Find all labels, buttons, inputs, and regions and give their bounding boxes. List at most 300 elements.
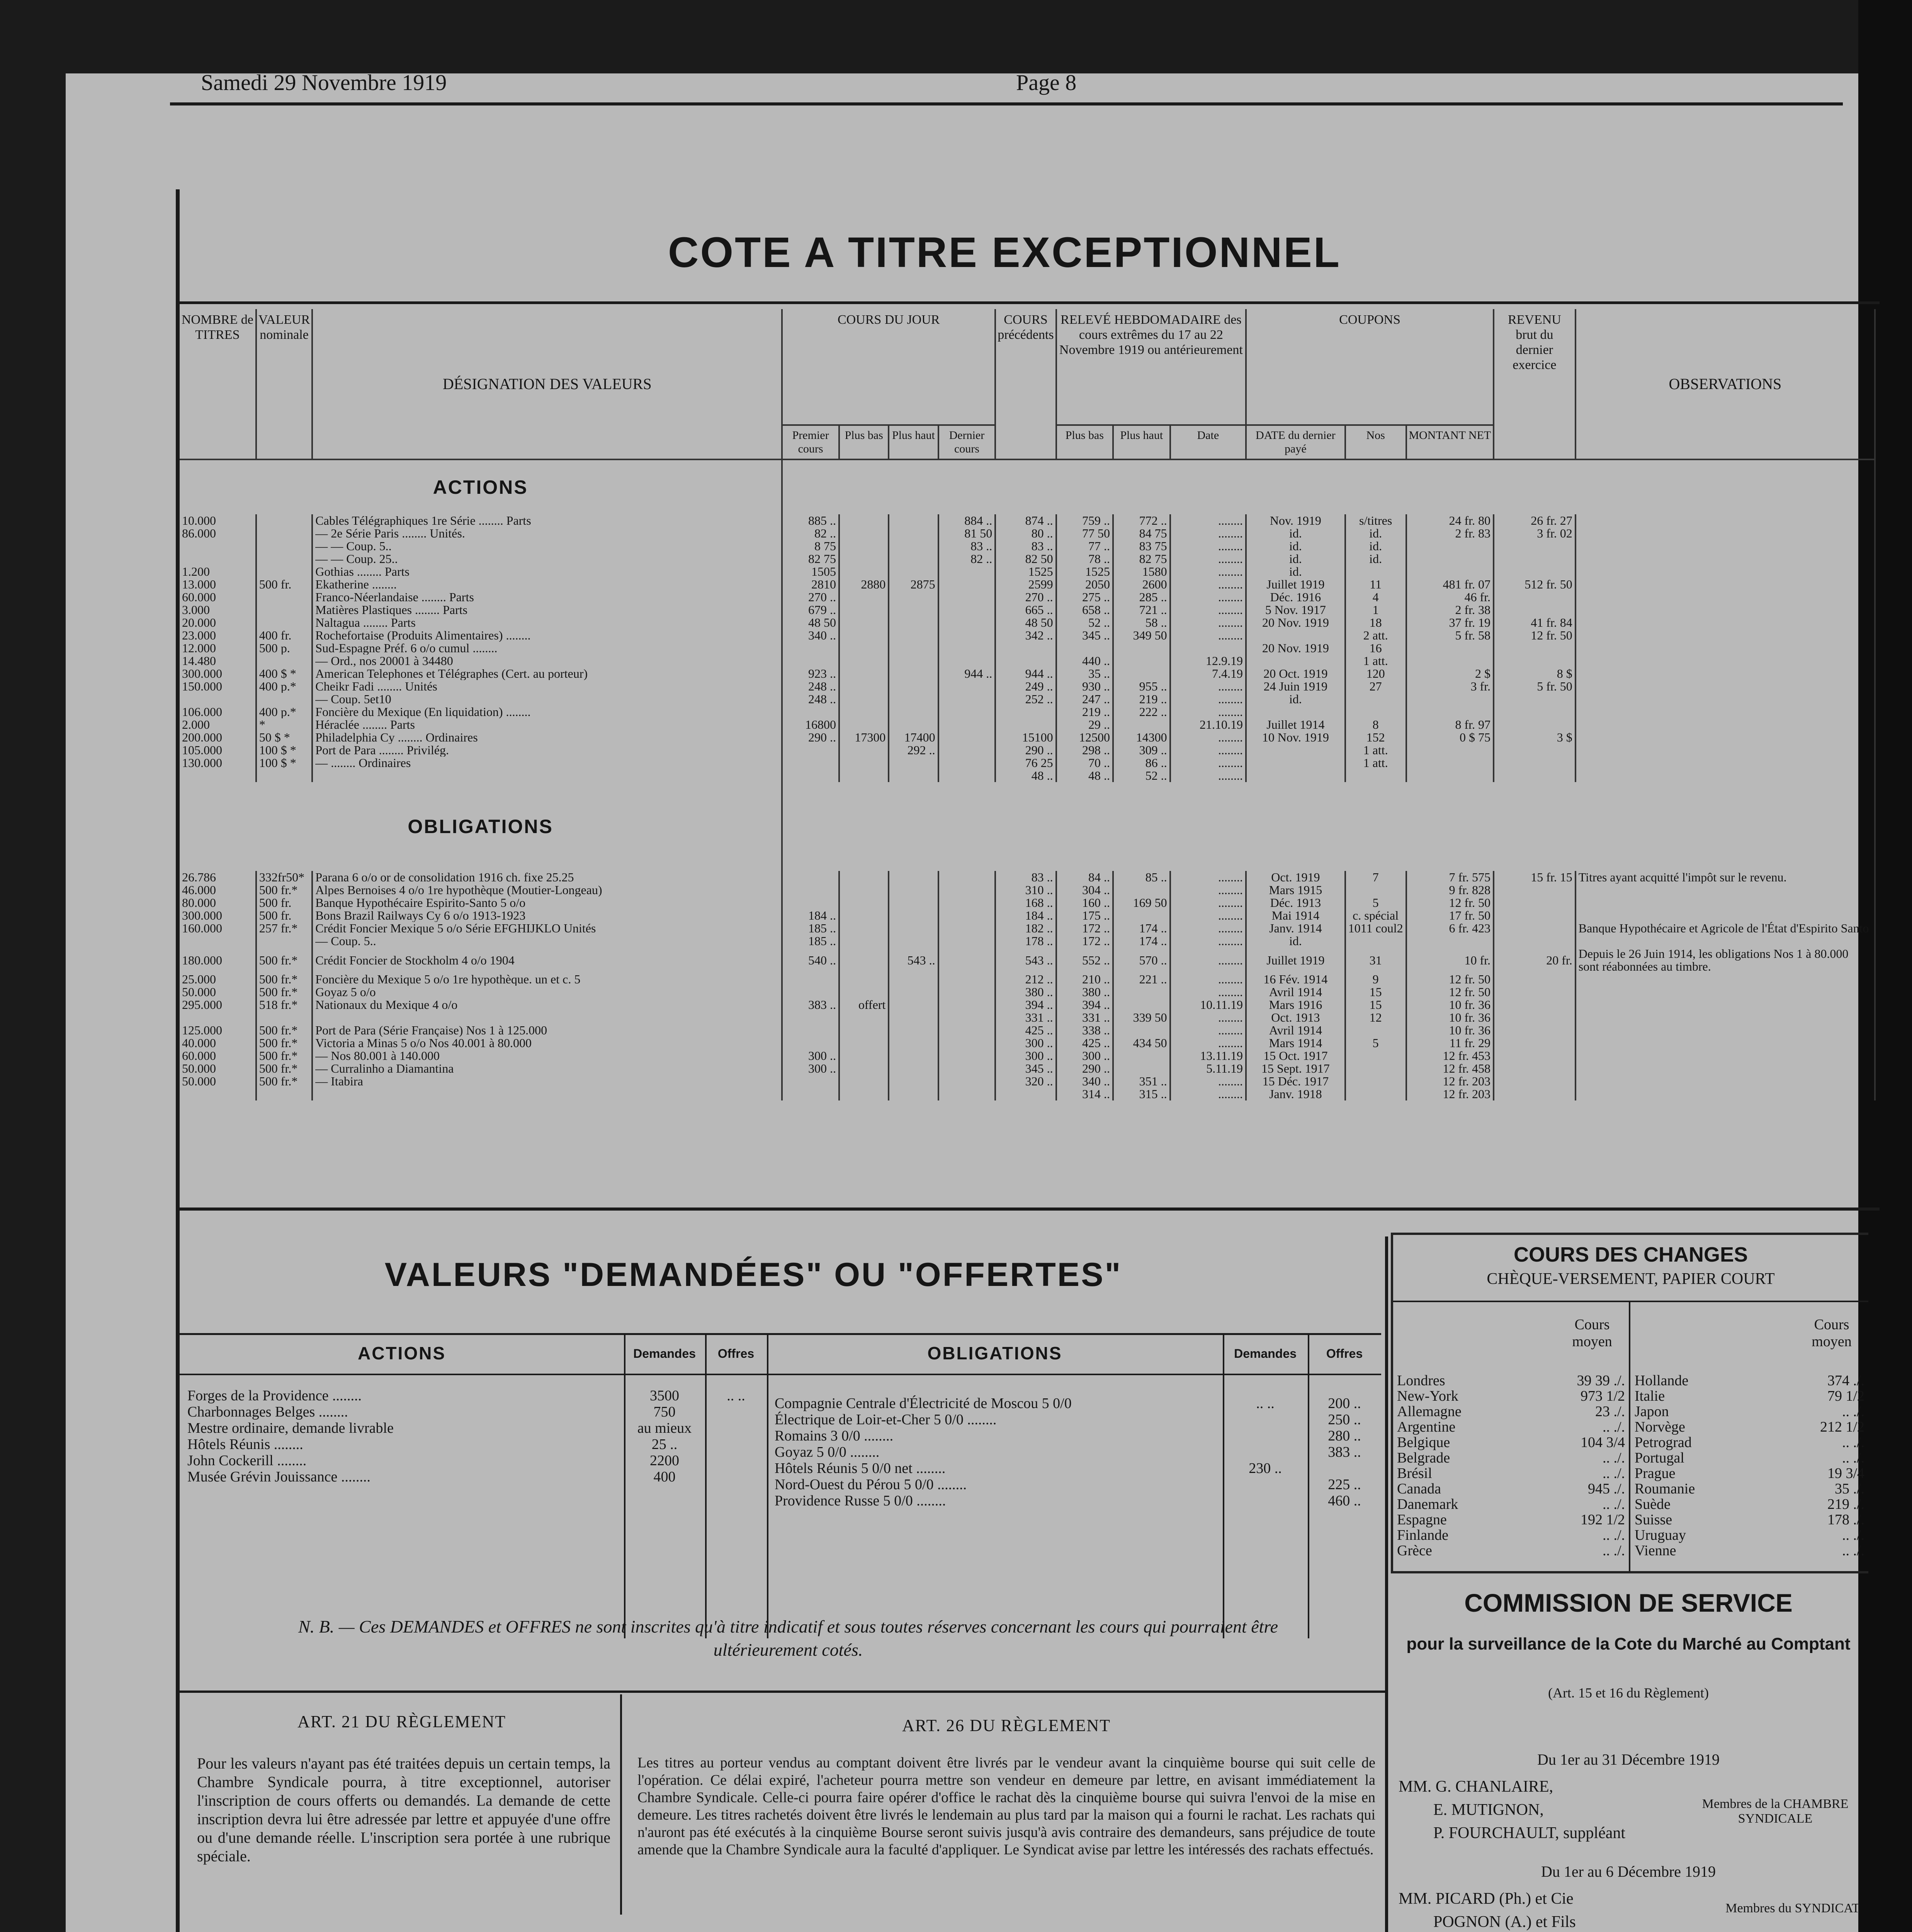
cell-releve-haut: 52 ..	[1113, 769, 1170, 782]
cell-premier	[782, 871, 839, 884]
cell-observation	[1575, 769, 1875, 782]
cell-premier: 383 ..	[782, 998, 839, 1011]
cell-revenu	[1494, 973, 1575, 986]
cell-plus-haut	[889, 1062, 938, 1075]
cell-numero: 27	[1345, 680, 1406, 693]
change-rate: .. ./.	[1842, 1403, 1864, 1420]
actions-label: ACTIONS	[180, 459, 782, 514]
change-row	[1635, 1403, 1864, 1418]
cell-releve-date: ........	[1170, 871, 1246, 884]
cell-releve-date: ........	[1170, 1088, 1246, 1100]
demandees-table	[180, 1333, 1381, 1638]
cell-plus-haut	[889, 514, 938, 527]
cell-premier: 300 ..	[782, 1049, 839, 1062]
cell-nombre: 25.000	[180, 973, 256, 986]
demande-row	[767, 1492, 1381, 1509]
change-country: Allemagne	[1397, 1403, 1462, 1420]
cell-releve-bas: 77 50	[1056, 527, 1113, 540]
cell-precedent: 2599	[995, 578, 1056, 591]
cell-valeur: 500 fr.*	[256, 973, 313, 986]
cell-designation: Cables Télégraphiques 1re Série ........ Parts	[312, 514, 782, 527]
cell-releve-bas: 759 ..	[1056, 514, 1113, 527]
change-country: Espagne	[1397, 1512, 1447, 1528]
change-country: Petrograd	[1635, 1434, 1692, 1451]
cell-releve-bas: 247 ..	[1056, 693, 1113, 706]
cell-releve-date: ........	[1170, 616, 1246, 629]
cell-dernier	[938, 693, 996, 706]
cell-releve-bas: 930 ..	[1056, 680, 1113, 693]
cell-revenu	[1494, 1011, 1575, 1024]
cell-date-paye: 16 Fév. 1914	[1246, 973, 1345, 986]
cell-montant: 12 fr. 203	[1406, 1088, 1494, 1100]
cell-revenu	[1494, 1024, 1575, 1037]
cell-releve-date: ........	[1170, 1037, 1246, 1049]
cell-plus-haut	[889, 896, 938, 909]
obligation-row	[180, 896, 1875, 909]
cell-valeur: 500 fr.*	[256, 1062, 313, 1075]
change-row	[1397, 1480, 1625, 1496]
cell-plus-bas	[839, 527, 889, 540]
cell-designation: American Telephones et Télégraphes (Cert. au porteur)	[312, 667, 782, 680]
cell-numero: 5	[1345, 896, 1406, 909]
demande-row	[180, 1452, 767, 1468]
cell-observation	[1575, 986, 1875, 998]
cell-dernier	[938, 1062, 996, 1075]
changes-box	[1391, 1233, 1868, 1573]
cell-revenu: 15 fr. 15	[1494, 871, 1575, 884]
cell-revenu	[1494, 604, 1575, 616]
cell-designation: Foncière du Mexique (En liquidation) ........	[312, 706, 782, 718]
cell-dernier	[938, 655, 996, 667]
commission-box	[1391, 1569, 1866, 1932]
obligation-row	[180, 909, 1875, 922]
cell-revenu: 3 fr. 02	[1494, 527, 1575, 540]
cell-plus-haut	[889, 884, 938, 896]
cell-dernier: 81 50	[938, 527, 996, 540]
cell-numero: 15	[1345, 986, 1406, 998]
demande-off: .. ..	[727, 1388, 745, 1404]
cell-plus-haut: 2875	[889, 578, 938, 591]
cell-premier	[782, 896, 839, 909]
cell-premier: 248 ..	[782, 693, 839, 706]
action-row	[180, 744, 1875, 757]
action-row	[180, 680, 1875, 693]
cell-premier	[782, 642, 839, 655]
obligation-row	[180, 973, 1875, 986]
cell-plus-bas	[839, 642, 889, 655]
cell-plus-bas	[839, 1049, 889, 1062]
cell-revenu	[1494, 757, 1575, 769]
cell-releve-haut	[1113, 909, 1170, 922]
cell-releve-bas: 314 ..	[1056, 1088, 1113, 1100]
cell-dernier	[938, 642, 996, 655]
action-row	[180, 642, 1875, 655]
demande-off: 460 ..	[1328, 1493, 1361, 1509]
commission-m3: P. FOURCHAULT, suppléant	[1433, 1824, 1626, 1842]
cell-plus-bas: 2880	[839, 578, 889, 591]
cote-title: COTE A TITRE EXCEPTIONNEL	[668, 229, 1341, 276]
cell-plus-haut	[889, 769, 938, 782]
cell-valeur	[256, 655, 313, 667]
cell-nombre: 20.000	[180, 616, 256, 629]
col-precedents: COURS précédents	[995, 309, 1056, 459]
col-nombre: NOMBRE de TITRES	[180, 309, 256, 459]
cell-numero: 18	[1345, 616, 1406, 629]
cell-valeur	[256, 540, 313, 553]
cell-precedent: 320 ..	[995, 1075, 1056, 1088]
cell-plus-haut	[889, 1049, 938, 1062]
changes-title: COURS DES CHANGES	[1513, 1243, 1748, 1266]
demande-dem: au mieux	[637, 1420, 692, 1436]
cell-releve-haut: 351 ..	[1113, 1075, 1170, 1088]
cell-date-paye: id.	[1246, 527, 1345, 540]
art26-title: ART. 26 DU RÈGLEMENT	[902, 1716, 1111, 1735]
cell-plus-haut	[889, 553, 938, 565]
cell-montant: 8 fr. 97	[1406, 718, 1494, 731]
cell-precedent: 184 ..	[995, 909, 1056, 922]
cell-date-paye: 20 Nov. 1919	[1246, 642, 1345, 655]
cell-plus-haut	[889, 604, 938, 616]
art21-title: ART. 21 DU RÈGLEMENT	[297, 1712, 506, 1731]
cell-dernier	[938, 680, 996, 693]
change-row	[1635, 1434, 1864, 1449]
cell-montant	[1406, 693, 1494, 706]
cell-valeur	[256, 553, 313, 565]
cell-plus-bas	[839, 884, 889, 896]
change-row	[1397, 1372, 1625, 1388]
cell-releve-haut: 721 ..	[1113, 604, 1170, 616]
col-rel-haut: Plus haut	[1113, 425, 1170, 459]
cell-releve-date: 7.4.19	[1170, 667, 1246, 680]
cell-releve-bas: 160 ..	[1056, 896, 1113, 909]
obligation-row	[180, 922, 1875, 935]
cell-plus-bas	[839, 1062, 889, 1075]
cell-plus-bas	[839, 935, 889, 947]
cell-nombre: 80.000	[180, 896, 256, 909]
cell-plus-haut: 292 ..	[889, 744, 938, 757]
cell-designation: Héraclée ........ Parts	[312, 718, 782, 731]
cell-releve-date: 21.10.19	[1170, 718, 1246, 731]
cell-valeur: 257 fr.*	[256, 922, 313, 935]
cell-nombre: 86.000	[180, 527, 256, 540]
obligation-row	[180, 871, 1875, 884]
cell-dernier	[938, 757, 996, 769]
cell-observation	[1575, 1011, 1875, 1024]
cell-date-paye: Mars 1915	[1246, 884, 1345, 896]
cell-date-paye: Janv. 1918	[1246, 1088, 1345, 1100]
cell-designation: — — Coup. 5..	[312, 540, 782, 553]
change-country: Norvège	[1635, 1419, 1685, 1435]
cell-nombre: 125.000	[180, 1024, 256, 1037]
cell-designation: Crédit Foncier de Stockholm 4 o/o 1904	[312, 947, 782, 973]
cell-nombre: 300.000	[180, 667, 256, 680]
cell-date-paye: Avril 1914	[1246, 986, 1345, 998]
cell-numero: 9	[1345, 973, 1406, 986]
commission-period1: Du 1er au 31 Décembre 1919	[1537, 1751, 1720, 1768]
cell-releve-date: 13.11.19	[1170, 1049, 1246, 1062]
cell-releve-date: ........	[1170, 909, 1246, 922]
cell-numero: id.	[1345, 540, 1406, 553]
cell-date-paye: Juillet 1919	[1246, 578, 1345, 591]
cell-plus-haut: 543 ..	[889, 947, 938, 973]
cell-numero	[1345, 884, 1406, 896]
cell-valeur: 500 p.	[256, 642, 313, 655]
cell-dernier: 884 ..	[938, 514, 996, 527]
cell-precedent: 182 ..	[995, 922, 1056, 935]
change-rate: .. ./.	[1602, 1465, 1625, 1481]
cell-releve-haut: 174 ..	[1113, 922, 1170, 935]
cell-designation: Alpes Bernoises 4 o/o 1re hypothèque (Moutier-Longeau)	[312, 884, 782, 896]
cell-valeur: 500 fr.	[256, 578, 313, 591]
change-country: Danemark	[1397, 1496, 1458, 1512]
demande-name: Nord-Ouest du Pérou 5 0/0 ........	[775, 1476, 967, 1493]
cell-plus-haut	[889, 757, 938, 769]
cell-precedent: 310 ..	[995, 884, 1056, 896]
cell-nombre: 2.000	[180, 718, 256, 731]
change-country: Japon	[1635, 1403, 1669, 1420]
cell-date-paye: 5 Nov. 1917	[1246, 604, 1345, 616]
demande-name: Forges de la Providence ........	[187, 1388, 362, 1404]
cell-releve-haut: 169 50	[1113, 896, 1170, 909]
cell-designation: Matières Plastiques ........ Parts	[312, 604, 782, 616]
cell-numero: 1 att.	[1345, 655, 1406, 667]
cell-valeur	[256, 1011, 313, 1024]
cell-precedent	[995, 655, 1056, 667]
cell-premier: 8 75	[782, 540, 839, 553]
cell-releve-date	[1170, 642, 1246, 655]
cell-dernier	[938, 604, 996, 616]
cell-date-paye: id.	[1246, 935, 1345, 947]
cell-revenu	[1494, 540, 1575, 553]
demande-off: 200 ..	[1328, 1395, 1361, 1412]
action-row	[180, 757, 1875, 769]
cell-valeur: 100 $ *	[256, 744, 313, 757]
cell-valeur	[256, 604, 313, 616]
change-country: Portugal	[1635, 1450, 1684, 1466]
change-row	[1397, 1465, 1625, 1480]
cell-releve-bas: 275 ..	[1056, 591, 1113, 604]
cell-releve-haut: 772 ..	[1113, 514, 1170, 527]
obligation-row	[180, 947, 1875, 973]
cell-date-paye: id.	[1246, 693, 1345, 706]
cell-montant	[1406, 706, 1494, 718]
commission-m5: POGNON (A.) et Fils	[1433, 1913, 1576, 1931]
cell-plus-haut: 17400	[889, 731, 938, 744]
demande-dem: 3500	[650, 1388, 679, 1404]
cell-plus-bas	[839, 706, 889, 718]
art-divider	[620, 1694, 622, 1915]
change-country: Suède	[1635, 1496, 1671, 1512]
cell-revenu: 12 fr. 50	[1494, 629, 1575, 642]
cell-dernier	[938, 578, 996, 591]
action-row	[180, 667, 1875, 680]
cell-revenu	[1494, 1062, 1575, 1075]
cell-premier: 248 ..	[782, 680, 839, 693]
cell-date-paye: 15 Sept. 1917	[1246, 1062, 1345, 1075]
cell-nombre: 3.000	[180, 604, 256, 616]
obligation-row	[180, 1075, 1875, 1088]
demande-name: Romains 3 0/0 ........	[775, 1428, 894, 1444]
cell-numero	[1345, 1062, 1406, 1075]
cell-nombre: 300.000	[180, 909, 256, 922]
col-premier: Premier cours	[782, 425, 839, 459]
cell-plus-bas	[839, 565, 889, 578]
cell-plus-haut	[889, 909, 938, 922]
cell-releve-haut	[1113, 998, 1170, 1011]
cell-releve-haut: 219 ..	[1113, 693, 1170, 706]
cell-montant: 2 fr. 83	[1406, 527, 1494, 540]
cell-premier	[782, 1024, 839, 1037]
cell-date-paye: Janv. 1914	[1246, 922, 1345, 935]
cell-releve-haut	[1113, 884, 1170, 896]
cell-valeur: 518 fr.*	[256, 998, 313, 1011]
cell-plus-haut	[889, 718, 938, 731]
cell-date-paye: 15 Oct. 1917	[1246, 1049, 1345, 1062]
dem-actions-h: ACTIONS	[358, 1343, 446, 1363]
cell-dernier	[938, 769, 996, 782]
cell-nombre	[180, 1088, 256, 1100]
cell-valeur	[256, 565, 313, 578]
cell-releve-date: ........	[1170, 540, 1246, 553]
cell-dernier: 83 ..	[938, 540, 996, 553]
cell-observation	[1575, 998, 1875, 1011]
cell-precedent: 874 ..	[995, 514, 1056, 527]
obligation-row	[180, 986, 1875, 998]
cell-dernier	[938, 616, 996, 629]
cell-premier: 679 ..	[782, 604, 839, 616]
cell-plus-haut	[889, 642, 938, 655]
cell-numero	[1345, 935, 1406, 947]
cell-precedent: 300 ..	[995, 1049, 1056, 1062]
change-rate: 23 ./.	[1595, 1403, 1625, 1420]
cell-plus-bas	[839, 693, 889, 706]
cell-numero: s/titres	[1345, 514, 1406, 527]
cell-releve-date: ........	[1170, 1024, 1246, 1037]
cell-nombre: 106.000	[180, 706, 256, 718]
cell-premier	[782, 973, 839, 986]
cote-actions-body	[180, 459, 1875, 514]
cell-releve-date: 10.11.19	[1170, 998, 1246, 1011]
cell-releve-bas: 345 ..	[1056, 629, 1113, 642]
cell-precedent: 80 ..	[995, 527, 1056, 540]
col-valeur: VALEUR nominale	[256, 309, 313, 459]
cell-premier	[782, 884, 839, 896]
cote-bottom-rule	[180, 1208, 1880, 1211]
cell-observation	[1575, 935, 1875, 947]
cell-releve-date: ........	[1170, 935, 1246, 947]
cell-releve-date: ........	[1170, 591, 1246, 604]
cell-releve-bas: 210 ..	[1056, 973, 1113, 986]
cell-nombre: 26.786	[180, 871, 256, 884]
cell-plus-bas	[839, 744, 889, 757]
cell-date-paye	[1246, 757, 1345, 769]
cell-dernier	[938, 1088, 996, 1100]
cell-dernier	[938, 986, 996, 998]
cell-releve-bas: 219 ..	[1056, 706, 1113, 718]
cell-nombre: 60.000	[180, 591, 256, 604]
cell-observation: Titres ayant acquitté l'impôt sur le revenu.	[1575, 871, 1875, 884]
action-row	[180, 769, 1875, 782]
cell-releve-haut: 570 ..	[1113, 947, 1170, 973]
change-row	[1635, 1511, 1864, 1527]
cell-montant: 9 fr. 828	[1406, 884, 1494, 896]
demandees-title: VALEURS "DEMANDÉES" OU "OFFERTES"	[384, 1256, 1122, 1293]
cell-plus-bas	[839, 1088, 889, 1100]
cell-releve-bas: 70 ..	[1056, 757, 1113, 769]
cell-releve-date: 12.9.19	[1170, 655, 1246, 667]
cell-designation: Foncière du Mexique 5 o/o 1re hypothèque. un et c. 5	[312, 973, 782, 986]
cell-releve-date: ........	[1170, 706, 1246, 718]
cell-releve-bas: 425 ..	[1056, 1037, 1113, 1049]
dem-demandes-h2: Demandes	[1234, 1347, 1297, 1361]
cell-montant: 0 $ 75	[1406, 731, 1494, 744]
cell-precedent: 342 ..	[995, 629, 1056, 642]
cell-premier: 82 75	[782, 553, 839, 565]
changes-head-left: Cours moyen	[1572, 1316, 1612, 1350]
cell-releve-haut: 84 75	[1113, 527, 1170, 540]
cell-designation: Bons Brazil Railways Cy 6 o/o 1913-1923	[312, 909, 782, 922]
demandees-right-rule	[1385, 1236, 1388, 1932]
cell-designation: Crédit Foncier Mexique 5 o/o Série EFGHIJKLO Unités	[312, 922, 782, 935]
cell-date-paye: Nov. 1919	[1246, 514, 1345, 527]
cell-numero	[1345, 565, 1406, 578]
change-country: Suisse	[1635, 1512, 1672, 1528]
cell-nombre: 160.000	[180, 922, 256, 935]
cell-nombre: 50.000	[180, 1062, 256, 1075]
col-designation: DÉSIGNATION DES VALEURS	[312, 309, 782, 459]
cell-montant: 12 fr. 453	[1406, 1049, 1494, 1062]
cell-date-paye: id.	[1246, 565, 1345, 578]
cell-precedent: 331 ..	[995, 1011, 1056, 1024]
change-rate: .. ./.	[1602, 1543, 1625, 1559]
cell-releve-bas: 2050	[1056, 578, 1113, 591]
change-row	[1635, 1496, 1864, 1511]
cell-date-paye: Mars 1916	[1246, 998, 1345, 1011]
cell-numero: 120	[1345, 667, 1406, 680]
obligations-label: OBLIGATIONS	[180, 782, 782, 871]
cell-valeur: 500 fr.*	[256, 1049, 313, 1062]
cell-dernier	[938, 884, 996, 896]
cell-releve-date: ........	[1170, 1075, 1246, 1088]
demande-name: Musée Grévin Jouissance ........	[187, 1469, 371, 1485]
cell-revenu	[1494, 1049, 1575, 1062]
cell-precedent	[995, 718, 1056, 731]
action-row	[180, 629, 1875, 642]
demande-off: 250 ..	[1328, 1412, 1361, 1428]
cell-releve-date: ........	[1170, 744, 1246, 757]
cell-valeur	[256, 693, 313, 706]
cell-montant: 7 fr. 575	[1406, 871, 1494, 884]
change-rate: 19 3/4	[1827, 1465, 1864, 1481]
cell-montant	[1406, 935, 1494, 947]
cell-numero	[1345, 693, 1406, 706]
cell-dernier	[938, 731, 996, 744]
change-rate: 104 3/4	[1580, 1434, 1625, 1451]
cell-designation: Port de Para (Série Française) Nos 1 à 125.000	[312, 1024, 782, 1037]
cell-observation	[1575, 527, 1875, 540]
col-coupons: COUPONS	[1246, 309, 1494, 425]
action-row	[180, 527, 1875, 540]
cell-precedent	[995, 1088, 1056, 1100]
cell-nombre: 10.000	[180, 514, 256, 527]
cell-dernier	[938, 871, 996, 884]
cell-valeur: 500 fr.*	[256, 1024, 313, 1037]
change-rate: .. ./.	[1842, 1450, 1864, 1466]
col-revenu: REVENU brut du dernier exercice	[1494, 309, 1575, 459]
change-country: Argentine	[1397, 1419, 1456, 1435]
cell-designation: Ekatherine ........	[312, 578, 782, 591]
obligation-row	[180, 1062, 1875, 1075]
